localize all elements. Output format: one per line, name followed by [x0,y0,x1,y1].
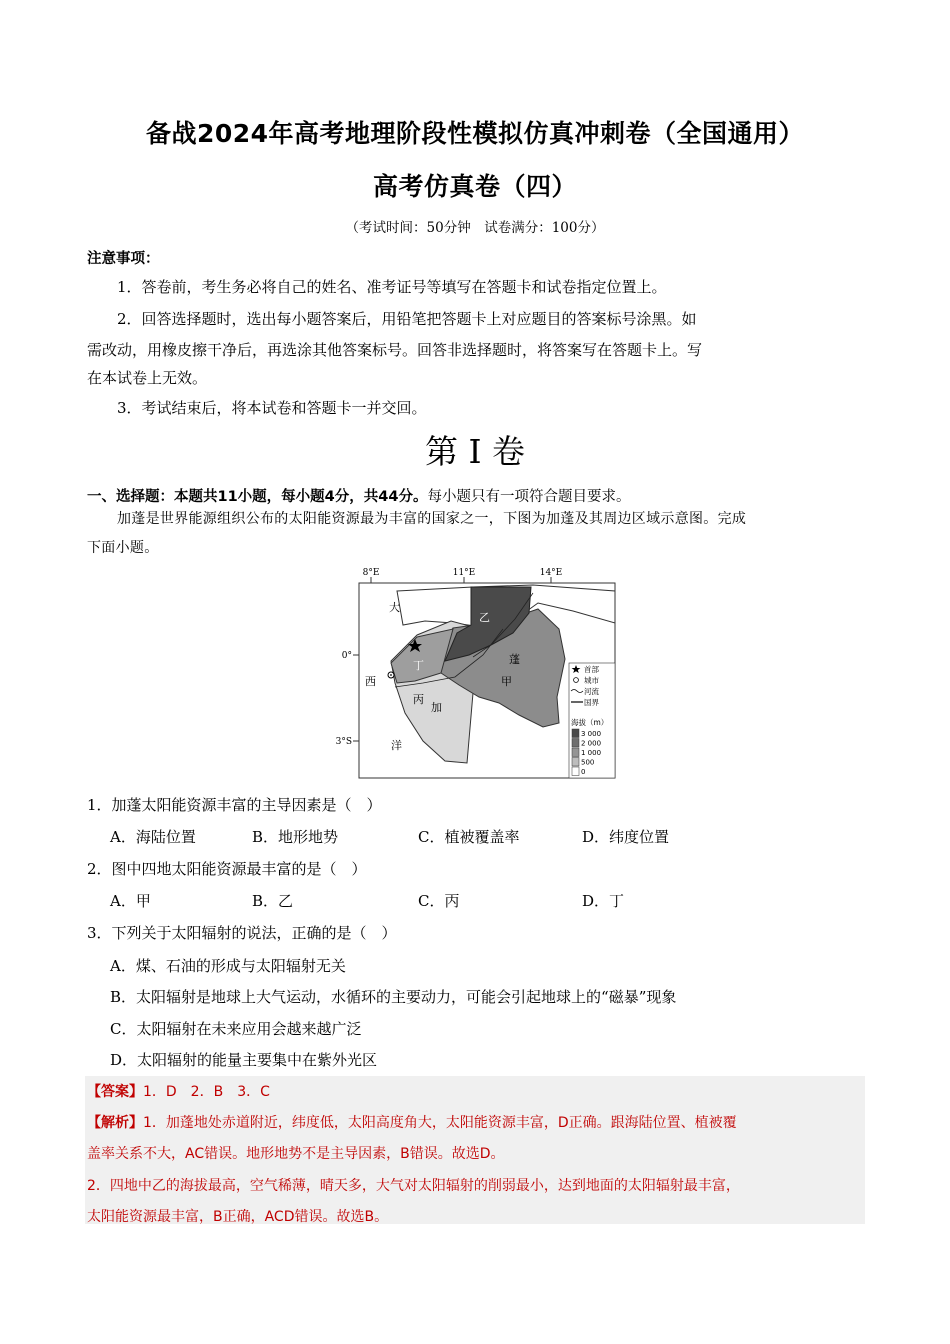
lon-label-14: 14°E [539,568,563,578]
legend-elevation-swatch [572,739,579,748]
ocean-label-yang: 洋 [391,739,402,752]
question-3-option-a: A．煤、石油的形成与太阳辐射无关 [110,957,346,975]
question-1-option-d: D．纬度位置 [582,828,670,846]
place-label-bing: 丙 [413,693,424,706]
question-3-stem: 3．下列关于太阳辐射的说法，正确的是（ ） [87,924,397,942]
lat-label-0: 0° [341,651,352,661]
answer-line [87,1081,270,1101]
exam-info: （考试时间：50分钟 试卷满分：100分） [345,220,605,236]
answer-text: 1．D 2．B 3．C [143,1084,270,1100]
question-2-stem: 2．图中四地太阳能资源最丰富的是（ ） [87,860,367,878]
exam-subtitle: 高考仿真卷（四） [372,172,577,201]
question-2-option-d: D．丁 [582,892,625,910]
question-1-option-a: A．海陆位置 [110,828,196,846]
section-heading [87,485,630,506]
legend-elevation-swatch [572,748,579,757]
legend-elevation-label: 1 000 [581,749,602,757]
ocean-label-da: 大 [389,601,400,614]
intro-line-2: 下面小题。 [87,540,159,556]
analysis-label: 【解析】 [87,1115,143,1131]
country-label-jia: 加 [431,701,442,714]
analysis-2-line-2: 太阳能资源最丰富，B正确，ACD错误。故选B。 [87,1209,389,1225]
notice-item-2-line-1: 2．回答选择题时，选出每小题答案后，用铅笔把答题卡上对应题目的答案标号涂黑。如 [117,310,697,328]
place-label-ding: 丁 [413,659,424,672]
question-1-option-b: B．地形地势 [252,828,339,846]
legend-elevation-label: 3 000 [581,730,602,738]
analysis-1-line-1 [87,1112,737,1132]
lon-label-8: 8°E [362,568,380,578]
legend-border: 国界 [584,698,599,707]
part-title: 第 I 卷 [424,432,525,471]
legend-city-icon [574,678,579,683]
analysis-2-line-1: 2．四地中乙的海拔最高，空气稀薄，晴天多，大气对太阳辐射的削弱最小，达到地面的太阳辐射最丰富， [87,1178,740,1194]
analysis-1-line-2: 盖率关系不大，AC错误。地形地势不是主导因素，B错误。故选D。 [87,1146,505,1162]
intro-line-1: 加蓬是世界能源组织公布的太阳能资源最为丰富的国家之一，下图为加蓬及其周边区域示意图。完成 [117,511,747,527]
question-2-option-a: A．甲 [110,892,151,910]
exam-title: 备战2024年高考地理阶段性模拟仿真冲刺卷（全国通用） [145,119,805,148]
question-3-option-d: D．太阳辐射的能量主要集中在紫外光区 [110,1051,378,1069]
place-label-jia: 甲 [501,675,512,688]
question-1-stem: 1．加蓬太阳能资源丰富的主导因素是（ ） [87,796,382,814]
legend-elevation-swatch [572,758,579,767]
question-3-option-b: B．太阳辐射是地球上大气运动，水循环的主要动力，可能会引起地球上的“磁暴”现象 [110,988,677,1006]
legend-elevation-title: 海拔（m） [571,718,609,727]
question-1-option-c: C．植被覆盖率 [418,828,520,846]
question-2-option-c: C．丙 [418,892,460,910]
legend-city: 城市 [584,676,599,685]
legend-elevation-label: 500 [581,758,595,767]
question-2-option-b: B．乙 [252,892,294,910]
notice-item-3: 3．考试结束后，将本试卷和答题卡一并交回。 [117,399,427,417]
answer-label: 【答案】 [87,1084,143,1100]
lon-label-11: 11°E [452,568,476,578]
legend-elevation-swatch [572,767,579,776]
section-heading-rest: 每小题只有一项符合题目要求。 [427,489,631,505]
country-label-peng: 蓬 [509,653,520,666]
legend-elevation-swatch [572,729,579,738]
notice-title: 注意事项： [87,251,160,267]
legend-river: 河流 [584,687,599,696]
notice-item-2-line-3: 在本试卷上无效。 [87,369,208,387]
legend-elevation-label: 2 000 [581,739,602,748]
legend-capital: 首部 [584,665,599,674]
place-label-yi: 乙 [479,611,490,624]
legend-elevation-label: 0 [581,768,586,776]
ocean-label-xi: 西 [365,675,376,688]
section-heading-bold: 一、选择题：本题共11小题，每小题4分，共44分。 [87,489,428,505]
question-3-option-c: C．太阳辐射在未来应用会越来越广泛 [110,1020,362,1038]
lat-label-3s: 3°S [335,737,352,747]
analysis-1-text: 1．加蓬地处赤道附近，纬度低，太阳高度角大，太阳能资源丰富，D正确。跟海陆位置、植被覆 [143,1115,737,1131]
notice-item-2-line-2: 需改动，用橡皮擦干净后，再选涂其他答案标号。回答非选择题时，将答案写在答题卡上。写 [87,341,703,359]
gabon-map [333,563,618,781]
notice-item-1: 1．答卷前，考生务必将自己的姓名、准考证号等填写在答题卡和试卷指定位置上。 [117,278,667,296]
